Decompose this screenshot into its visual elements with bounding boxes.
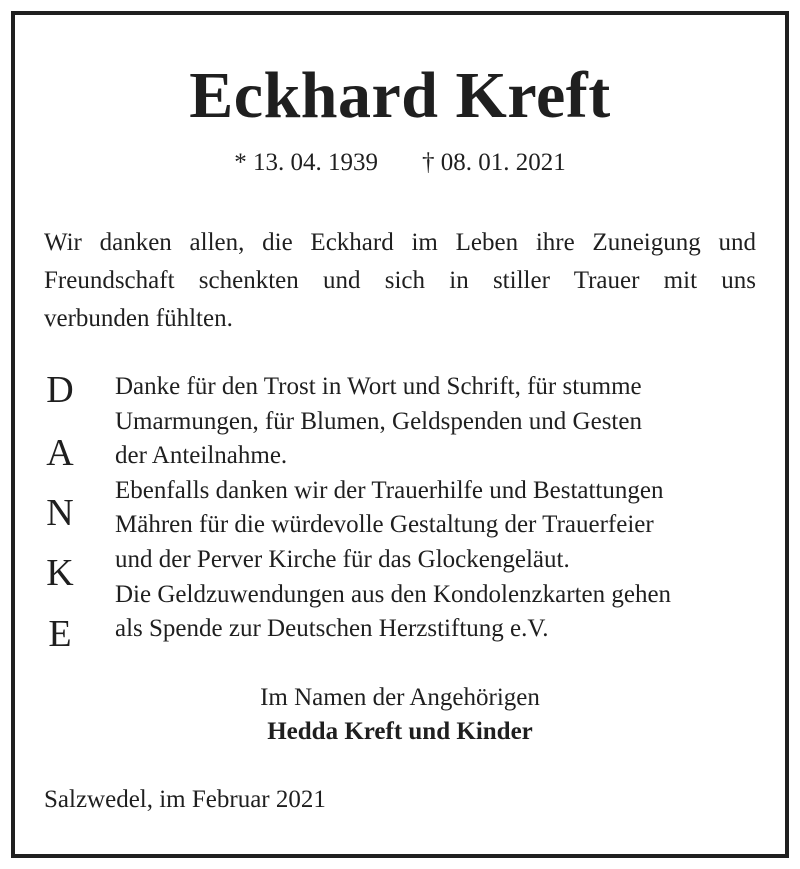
deceased-name: Eckhard Kreft [189, 59, 611, 132]
signoff [0, 681, 800, 749]
danke-letter-d: D [46, 369, 74, 411]
intro-line: Freundschaft schenkten und sich in stiller Trauer mit uns [44, 267, 756, 294]
life-dates [0, 147, 800, 179]
thanks-line: Mähren für die würdevolle Gestaltung der Trauerfeier [115, 511, 654, 539]
intro-line: Wir danken allen, die Eckhard im Leben ihre Zuneigung und [44, 229, 756, 256]
danke-letter-a: A [46, 432, 74, 474]
on-behalf-text: Im Namen der Angehörigen [260, 684, 540, 711]
thanks-line: als Spende zur Deutschen Herzstiftung e.V. [115, 615, 549, 643]
signers-name: Hedda Kreft und Kinder [267, 718, 533, 745]
thanks-line: und der Perver Kirche für das Glockengeläut. [115, 545, 570, 573]
thanks-line: der Anteilnahme. [115, 442, 288, 470]
intro-paragraph [44, 224, 756, 338]
danke-letter-n: N [46, 492, 74, 534]
danke-letter-k: K [46, 552, 74, 594]
danke-letter-e: E [48, 613, 72, 655]
thanks-paragraph [115, 370, 760, 647]
intro-line: verbunden fühlten. [44, 305, 233, 332]
thanks-line: Die Geldzuwendungen aus den Kondolenzkarten gehen [115, 580, 672, 608]
place-and-date: Salzwedel, im Februar 2021 [44, 786, 326, 813]
thanks-line: Danke für den Trost in Wort und Schrift, für stumme [115, 373, 642, 400]
thanks-line: Umarmungen, für Blumen, Geldspenden und Gesten [115, 407, 642, 435]
death-date: † 08. 01. 2021 [422, 149, 566, 176]
birth-date: * 13. 04. 1939 [234, 149, 378, 176]
thanks-line: Ebenfalls danken wir der Trauerhilfe und Bestattungen [115, 476, 664, 504]
